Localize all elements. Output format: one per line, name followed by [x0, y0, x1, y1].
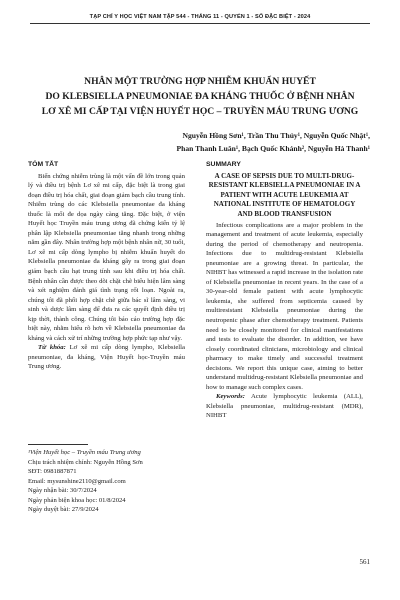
title-line: DO KLEBSIELLA PNEUMONIAE ĐA KHÁNG THUỐC Ở BỆNH NHÂN: [45, 91, 355, 102]
footnote-received: Ngày nhận bài: 30/7/2024: [28, 487, 97, 494]
summary-keywords: [206, 392, 363, 421]
abstract-heading: TÓM TẮT: [28, 161, 59, 168]
summary-body: Infectious complications are a major problem in the management and treatment of acute leukemia, especially during the period of chemotherapy and neutropenia. Infections due to multidrug-resistant Klebsiella pneumoniae are a growing threat. In particular, the NIHBT has witnessed a rapid increase in the isolation rate of Klebsiella pneumoniae in recent years. In the case of a 30-year-old female patient with acute lymphocytic leukemia, she suffered from septicemia caused by multiresistant Klebsiella pneumoniae during the neutropenic phase after chemotherapy treatment. Patients need to be closely monitored for clinical manifestations and tests to evaluate the disorder. In addition, we have closely coordinated clinicians, microbiology and clinical pharmacy to make timely and successful treatment decisions. We report this unique case, aiming to better understand multidrug-resistant Klebsiella pneumoniae and how to manage such complex cases.: [206, 221, 363, 391]
author-list: [30, 130, 370, 155]
footnote-email: Email: mysunshine2110@gmail.com: [28, 477, 126, 485]
footnote-reviewed: Ngày phản biện khoa học: 01/8/2024: [28, 496, 126, 504]
keywords-label-en: Keywords:: [216, 393, 245, 401]
keywords-text-en: Acute lymphocytic leukemia (ALL), Klebsiella pneumoniae, multidrug-resistant (MDR), NIHBT: [206, 393, 363, 420]
footnote-phone: SĐT: 0981887871: [28, 468, 77, 475]
author-line: Phan Thanh Luân¹, Bạch Quốc Khánh², Nguyễn Hà Thanh¹: [176, 143, 370, 153]
summary-heading: SUMMARY: [206, 161, 241, 168]
journal-header: TẠP CHÍ Y HỌC VIỆT NAM TẬP 544 - THÁNG 11 - QUYỂN 1 - SỐ ĐẶC BIỆT - 2024: [89, 14, 311, 20]
title-line: LƠ XÊ MI CẤP TẠI VIỆN HUYẾT HỌC – TRUYỀN MÁU TRUNG ƯƠNG: [41, 106, 359, 117]
page-number: 561: [359, 558, 370, 566]
title-line: NHÂN MỘT TRƯỜNG HỢP NHIỄM KHUẨN HUYẾT: [84, 76, 316, 87]
keywords-label: Từ khóa:: [38, 344, 66, 352]
article-title: [20, 74, 380, 119]
abstract-keywords: [28, 343, 185, 372]
abstract-body: Biến chứng nhiễm trùng là một vấn đề lớn trong quản lý và điều trị bệnh Lơ xê mi cấp, đặc biệt là trong giai đoạn điều trị hóa chất, giai đoạn giảm bạch cầu trung tính. Nhiễm trùng do các Klebsiella pneumoniae đa kháng thuốc là mối đe dọa ngày càng tăng. Đặc biệt, ở viện Huyết học Truyền máu trung ương đã chứng kiến tỷ lệ phân lập Klebsiella pneumoniae tăng nhanh trong những năm gần đây. Nhân trường hợp một bệnh nhân nữ, 30 tuổi, Lơ xê mi cấp dòng lympho bị nhiễm khuẩn huyết do Klebsiella pneumoniae đa kháng gây ra trong giai đoạn giảm bạch cầu hạt trung tính sau khi điều trị hóa chất. Bệnh nhân cần được theo dõi chặt chẽ biểu hiện lâm sàng và xét nghiệm đánh giá tình trạng rối loạn. Ngoài ra, chúng tôi đã phối hợp chặt chẽ giữa bác sĩ lâm sàng, vi sinh và dược lâm sàng để đưa ra các quyết định điều trị kịp thời, thành công. Chúng tôi báo cáo trường hợp đặc biệt này, nhằm hiểu rõ hơn về Klebsiella pneumoniae đa kháng và cách xử trí những trường hợp phức tạp như vậy.: [28, 172, 185, 342]
footnote-rule: [28, 444, 88, 445]
summary-english: [206, 160, 363, 421]
author-line: Nguyễn Hồng Sơn¹, Trần Thu Thủy¹, Nguyễn Quốc Nhật¹,: [182, 131, 370, 140]
summary-title: A CASE OF SEPSIS DUE TO MULTI-DRUG-RESISTANT KLEBSIELLA PNEUMONIAE IN A PATIENT WITH ACUTE LEUKEMIA AT NATIONAL INSTITUTE OF HEMATOLOGY AND BLOOD TRANSFUSION: [208, 171, 361, 218]
footnote-approved: Ngày duyệt bài: 27/9/2024: [28, 506, 99, 513]
header-rule: [30, 23, 370, 24]
keywords-text: Lơ xê mi cấp dòng lympho, Klebsiella pneumoniae, đa kháng, Viện Huyết học-Truyền máu Trung ương.: [28, 344, 185, 371]
abstract-vietnamese: [28, 160, 185, 372]
footnote-responsible: Chịu trách nhiệm chính: Nguyễn Hồng Sơn: [28, 458, 143, 466]
footnote: [28, 444, 185, 515]
footnote-affiliation: ¹Viện Huyết học – Truyền máu Trung ương: [28, 449, 141, 456]
